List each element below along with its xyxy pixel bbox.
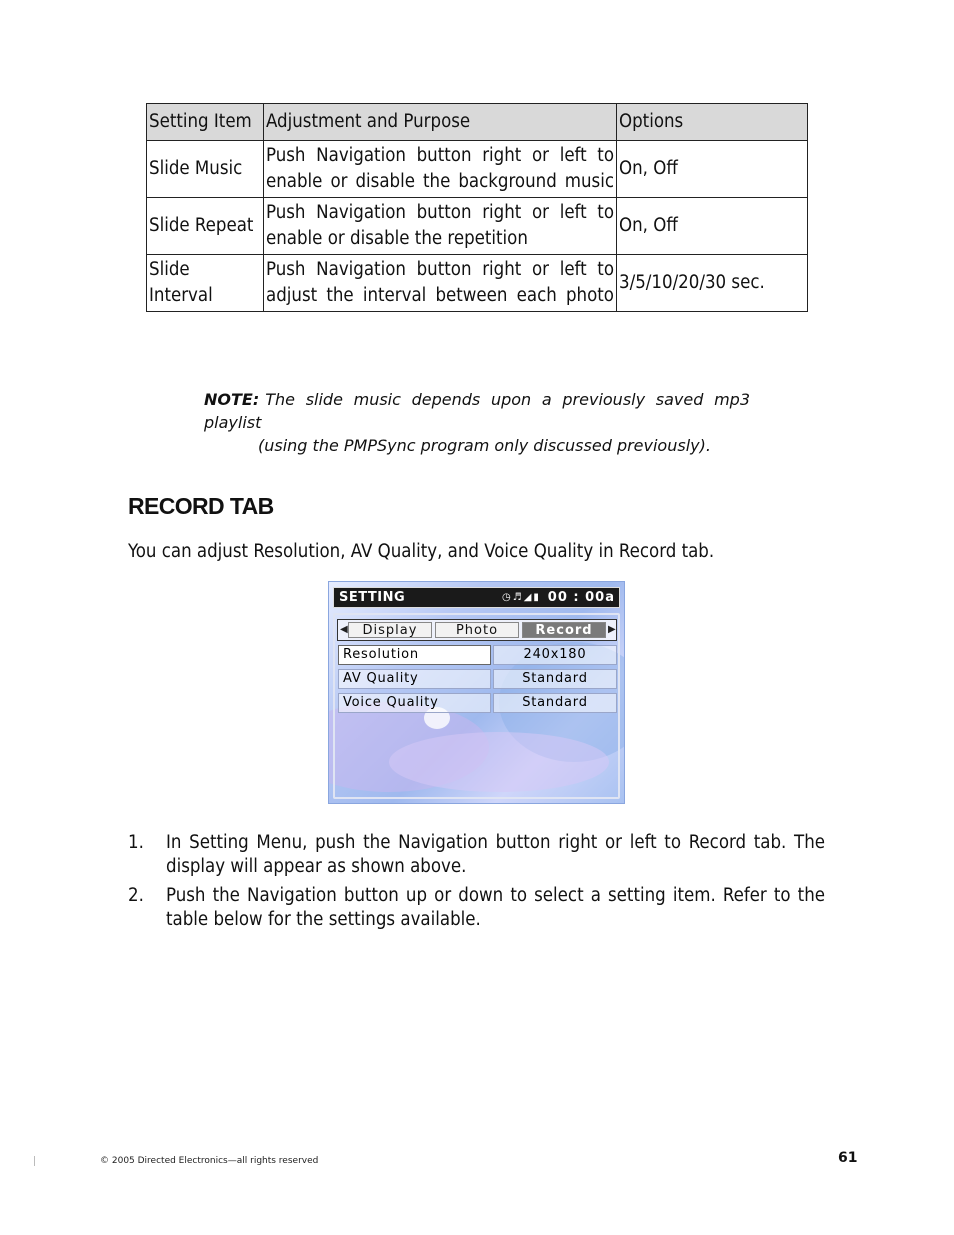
list-item-number: 1. xyxy=(128,832,144,853)
purpose-cell xyxy=(264,255,617,312)
options-cell: 3/5/10/20/30 sec. xyxy=(617,255,808,312)
setting-row-voice-quality[interactable] xyxy=(338,693,617,713)
purpose-line: enable or disable the background music xyxy=(266,171,614,192)
options-cell: On, Off xyxy=(617,198,808,255)
list-item xyxy=(128,884,825,932)
note xyxy=(204,388,750,457)
purpose-cell xyxy=(264,141,617,198)
table-row xyxy=(147,198,808,255)
purpose-line: Push Navigation button right or left to xyxy=(266,202,614,223)
setting-item-line: Interval xyxy=(149,285,213,306)
chevron-left-icon[interactable]: ◀ xyxy=(340,624,348,635)
setting-row-av-quality[interactable] xyxy=(338,669,617,689)
device-tab-bar xyxy=(337,619,617,641)
setting-row-value: Standard xyxy=(493,693,617,713)
header-setting-item: Setting Item xyxy=(147,104,264,141)
list-item-text: In Setting Menu, push the Navigation button right or left to Record tab. The display will appear as shown above. xyxy=(166,832,825,877)
purpose-line: Push Navigation button right or left to xyxy=(266,259,614,280)
page-number: 61 xyxy=(838,1150,858,1166)
tab-photo[interactable]: Photo xyxy=(435,622,519,638)
footer-copyright: © 2005 Directed Electronics—all rights reserved xyxy=(100,1156,319,1166)
header-adjustment-purpose: Adjustment and Purpose xyxy=(264,104,617,141)
list-item-text: Push the Navigation button up or down to select a setting item. Refer to the table below for the settings available. xyxy=(166,885,825,930)
note-text-1: The slide music depends upon a previously saved mp3 playlist xyxy=(204,390,750,432)
setting-row-resolution[interactable] xyxy=(338,645,617,665)
table-header-row xyxy=(147,104,808,141)
setting-row-value: 240x180 xyxy=(493,645,617,665)
device-screenshot xyxy=(328,581,625,804)
tab-record[interactable]: Record xyxy=(522,622,606,638)
section-heading: RECORD TAB xyxy=(128,493,274,519)
setting-item-line: Slide xyxy=(149,259,190,280)
header-options: Options xyxy=(617,104,808,141)
purpose-line: enable or disable the repetition xyxy=(266,228,528,249)
battery-icon: ▮ xyxy=(533,592,541,603)
intro-paragraph: You can adjust Resolution, AV Quality, and Voice Quality in Record tab. xyxy=(128,541,715,562)
signal-icon: ◢ xyxy=(523,592,534,603)
setting-item-cell: Slide Repeat xyxy=(147,198,264,255)
setting-row-label: Resolution xyxy=(338,645,491,665)
device-title: SETTING xyxy=(339,590,406,605)
purpose-cell xyxy=(264,198,617,255)
footer-divider xyxy=(34,1156,35,1166)
speaker-icon: ♬ xyxy=(512,592,524,603)
note-line-1 xyxy=(204,388,750,434)
list-item-number: 2. xyxy=(128,885,144,906)
purpose-line: Push Navigation button right or left to xyxy=(266,145,614,166)
setting-item-cell: Slide Music xyxy=(147,141,264,198)
instruction-list xyxy=(128,831,825,937)
options-cell: On, Off xyxy=(617,141,808,198)
note-line-2: (using the PMPSync program only discussed previously). xyxy=(258,436,711,455)
purpose-line: adjust the interval between each photo xyxy=(266,285,614,306)
clock-icon: ◷ xyxy=(502,592,513,603)
table-row xyxy=(147,141,808,198)
note-label: NOTE: xyxy=(204,390,260,409)
setting-row-value: Standard xyxy=(493,669,617,689)
table-row xyxy=(147,255,808,312)
setting-row-label: AV Quality xyxy=(338,669,491,689)
tab-display[interactable]: Display xyxy=(348,622,432,638)
list-item xyxy=(128,831,825,879)
device-time: 00 : 00a xyxy=(547,590,615,605)
setting-item-cell xyxy=(147,255,264,312)
status-icons xyxy=(502,592,541,603)
settings-table xyxy=(146,103,808,312)
chevron-right-icon[interactable]: ▶ xyxy=(608,624,616,635)
device-title-bar xyxy=(333,587,620,608)
setting-row-label: Voice Quality xyxy=(338,693,491,713)
